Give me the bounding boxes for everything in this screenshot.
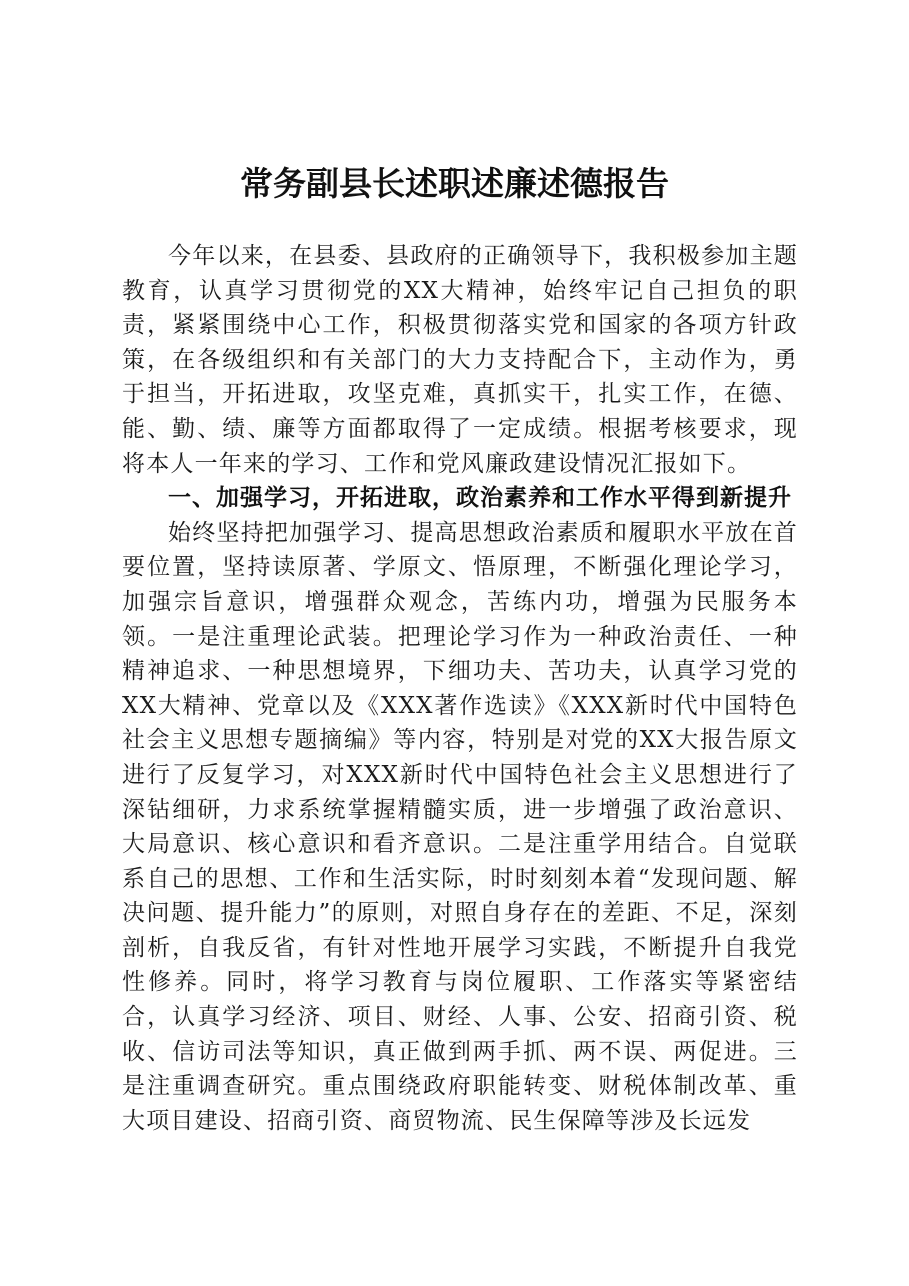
document-title: 常务副县长述职述廉述德报告 bbox=[240, 164, 669, 203]
section-heading-1: 一、加强学习，开拓进取，政治素养和工作水平得到新提升 bbox=[168, 485, 792, 512]
intro-paragraph: 今年以来，在县委、县政府的正确领导下，我积极参加主题教育，认真学习贯彻党的XX大精神，始终牢记自己担负的职责，紧紧围绕中心工作，积极贯彻落实党和国家的各项方针政策，在各级组织和有关部门的大力支持配合下，主动作为，勇于担当，开拓进取，攻坚克难，真抓实干，扎实工作，在德、能、勤、绩、廉等方面都取得了一定成绩。根据考核要求，现将本人一年来的学习、工作和党风廉政建设情况汇报如下。 bbox=[122, 243, 798, 477]
document-body bbox=[122, 239, 798, 1138]
section-1-paragraph: 始终坚持把加强学习、提高思想政治素质和履职水平放在首要位置，坚持读原著、学原文、悟原理，不断强化理论学习，加强宗旨意识，增强群众观念，苦练内功，增强为民服务本领。一是注重理论武装。把理论学习作为一种政治责任、一种精神追求、一种思想境界，下细功夫、苦功夫，认真学习党的XX大精神、党章以及《XXX著作选读》《XXX新时代中国特色社会主义思想专题摘编》等内容，特别是对党的XX大报告原文进行了反复学习，对XXX新时代中国特色社会主义思想进行了深钻细研，力求系统掌握精髓实质，进一步增强了政治意识、大局意识、核心意识和看齐意识。二是注重学用结合。自觉联系自己的思想、工作和生活实际，时时刻刻本着“发现问题、解决问题、提升能力”的原则，对照自身存在的差距、不足，深刻剖析，自我反省，有针对性地开展学习实践，不断提升自我党性修养。同时，将学习教育与岗位履职、工作落实等紧密结合，认真学习经济、项目、财经、人事、公安、招商引资、税收、信访司法等知识，真正做到两手抓、两不误、两促进。三是注重调查研究。重点围绕政府职能转变、财税体制改革、重大项目建设、招商引资、商贸物流、民生保障等涉及长远发 bbox=[122, 519, 798, 1134]
